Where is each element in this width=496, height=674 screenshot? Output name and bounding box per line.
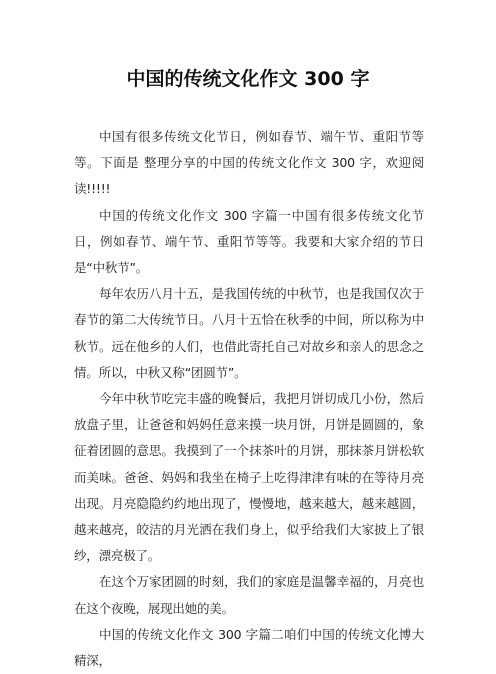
document-body [74, 124, 424, 674]
paragraph-reunion-moment: 在这个万家团圆的时刻，我们的家庭是温馨幸福的，月亮也在这个夜晚，展现出她的美。 [74, 574, 424, 616]
paragraph-intro: 中国有很多传统文化节日，例如春节、端午节、重阳节等等。下面是 整理分享的中国的传统文化作文 300 字，欢迎阅读!!!!! [74, 129, 424, 197]
paragraph-mid-autumn-origin: 每年农历八月十五，是我国传统的中秋节，也是我国仅次于春节的第二大传统节日。八月十五恰在秋季的中间，所以称为中秋节。远在他乡的人们，也借此寄托自己对故乡和亲人的思念之情。所以，中秋又称“团圆节”。 [74, 286, 424, 380]
paragraph-mid-autumn-evening: 今年中秋节吃完丰盛的晚餐后，我把月饼切成几小份，然后放盘子里，让爸爸和妈妈任意来摸一块月饼，月饼是圆圆的，象征着团圆的意思。我摸到了一个抹茶叶的月饼，那抹茶月饼松软而美味。爸爸、妈妈和我坐在椅子上吃得津津有味的在等待月亮出现。月亮隐隐约约地出现了，慢慢地，越来越大，越来越圆，越来越亮，皎洁的月光洒在我们身上，似乎给我们大家披上了银纱，漂亮极了。 [74, 391, 424, 564]
paragraph-essay-one-opening: 中国的传统文化作文 300 字篇一中国有很多传统文化节日，例如春节、端午节、重阳节等等。我要和大家介绍的节日是“中秋节”。 [74, 207, 424, 276]
paragraph-essay-two-opening: 中国的传统文化作文 300 字篇二咱们中国的传统文化博大精深， [74, 626, 424, 669]
document-title: 中国的传统文化作文 300 字 [126, 68, 370, 90]
